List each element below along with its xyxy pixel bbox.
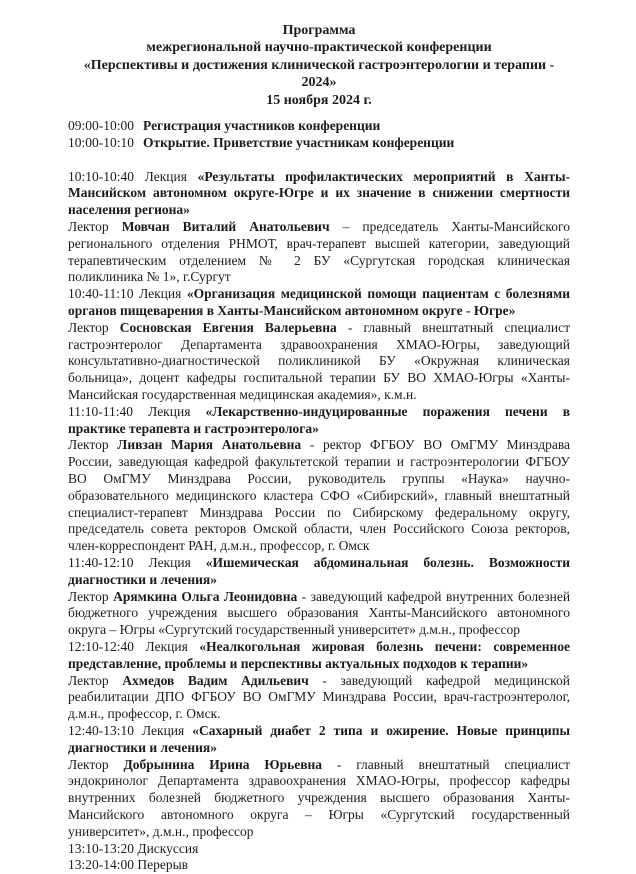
lecturer-label: Лектор	[68, 673, 109, 688]
session-type-label: Лекция	[145, 169, 187, 184]
doc-title-line-3: «Перспективы и достижения клинической гастроэнтерологии и терапии - 2024»	[68, 57, 570, 92]
session-time: 10:10-10:40	[68, 169, 134, 184]
session-title: «Результаты профилактических мероприятий в Ханты-Мансийском автономном округе-Югре и их значение в снижении смертности населения региона»	[68, 169, 570, 218]
opening-item-time: 09:00-10:00	[68, 118, 143, 133]
session-time: 12:10-12:40	[68, 639, 134, 654]
closing-item-label: Дискуссия	[137, 841, 198, 856]
session-title: «Ишемическая абдоминальная болезнь. Возможности диагностики и лечения»	[68, 555, 570, 587]
closing-item-label: Перерыв	[137, 857, 188, 872]
session-type-label: Лекция	[146, 639, 188, 654]
session-time: 10:40-11:10	[68, 286, 134, 301]
closing-item-time: 13:20-14:00	[68, 857, 134, 872]
sessions-list	[68, 169, 570, 841]
session-heading	[68, 286, 570, 320]
closing-schedule	[68, 841, 570, 874]
session-type-label: Лекция	[148, 404, 190, 419]
session-heading	[68, 169, 570, 219]
lecturer-label: Лектор	[68, 589, 109, 604]
closing-item	[68, 841, 570, 858]
session-heading	[68, 639, 570, 673]
session-time: 11:10-11:40	[68, 404, 133, 419]
session-title: «Сахарный диабет 2 типа и ожирение. Новые принципы диагностики и лечения»	[68, 723, 570, 755]
session-lecturer	[68, 320, 570, 404]
lecturer-description: заведующий кафедрой внутренних болезней бюджетного учреждения высшего образования Ханты-Мансийского автономного округа – Югры «Сургутский государственный университет» д.м.н., профессор	[68, 589, 570, 638]
opening-item	[68, 135, 570, 152]
lecturer-description: главный внештатный специалист гастроэнтеролог Департамента здравоохранения ХМАО-Югры, заведующий консультативно-диагностической поликлиникой БУ «Окружная клиническая больница», доцент кафедры госпитальной терапии БУ ВО ХМАО-Югры «Ханты-Мансийская государственная медицинская академия», к.м.н.	[68, 320, 570, 402]
doc-title-line-4: 15 ноября 2024 г.	[68, 92, 570, 109]
lecturer-description: главный внештатный специалист эндокринолог Департамента здравоохранения ХМАО-Югры, профессор кафедры внутренних болезней бюджетного учреждения высшего образования Ханты-Мансийского автономного округа – Югры «Сургутский государственный университет», д.м.н., профессор	[68, 757, 570, 839]
session-time: 12:40-13:10	[68, 723, 134, 738]
opening-item	[68, 118, 570, 135]
lecturer-name: Арямкина Ольга Леонидовна	[113, 589, 297, 604]
doc-title	[68, 22, 570, 109]
lecturer-separator: -	[337, 757, 342, 772]
opening-schedule	[68, 118, 570, 152]
lecturer-description: ректор ФГБОУ ВО ОмГМУ Минздрава России, заведующая кафедрой факультетской терапии и гастроэнтерологии ФГБОУ ВО ОмГМУ Минздрава России, руководитель группы «Наука» научно-образовательного медицинского кластера СФО «Сибирский», главный внештатный специалист-терапевт Минздрава России по Сибирскому федеральному округу, председатель совета ректоров Омской области, член Российского Союза ректоров, член-корреспондент РАН, д.м.н., профессор, г. Омск	[68, 437, 570, 553]
session-block-3	[68, 404, 570, 555]
lecturer-separator: –	[343, 219, 350, 234]
session-block-1	[68, 169, 570, 287]
lecturer-name: Добрынина Ирина Юрьевна	[124, 757, 323, 772]
lecturer-separator: -	[322, 673, 327, 688]
session-type-label: Лекция	[149, 555, 191, 570]
opening-item-time: 10:00-10:10	[68, 135, 143, 150]
opening-item-label: Открытие. Приветствие участникам конференции	[143, 135, 454, 150]
session-block-6	[68, 723, 570, 841]
session-title: «Организация медицинской помощи пациентам с болезнями органов пищеварения в Ханты-Мансийском автономном округе - Югре»	[68, 286, 570, 318]
lecturer-label: Лектор	[68, 437, 109, 452]
session-type-label: Лекция	[139, 286, 181, 301]
session-type-label: Лекция	[142, 723, 184, 738]
session-block-4	[68, 555, 570, 639]
session-lecturer	[68, 437, 570, 555]
lecturer-name: Ахмедов Вадим Адильевич	[122, 673, 309, 688]
lecturer-description: председатель Ханты-Мансийского регионального отделения РНМОТ, врач-терапевт высшей категории, заведующий терапевтическим отделением № 2 БУ «Сургутская городская клиническая поликлиника № 1», г.Сургут	[68, 219, 570, 284]
session-title: «Неалкогольная жировая болезнь печени: современное представление, проблемы и перспективы актуальных подходов к терапии»	[68, 639, 570, 671]
doc-title-line-1: Программа	[68, 22, 570, 39]
doc-title-line-2: межрегиональной научно-практической конференции	[68, 39, 570, 56]
lecturer-separator: -	[310, 437, 315, 452]
session-title: «Лекарственно-индуцированные поражения печени в практике терапевта и гастроэнтеролога»	[68, 404, 570, 436]
opening-item-label: Регистрация участников конференции	[143, 118, 380, 133]
session-heading	[68, 555, 570, 589]
lecturer-label: Лектор	[68, 320, 109, 335]
lecturer-name: Ливзан Мария Анатольевна	[117, 437, 301, 452]
closing-item	[68, 857, 570, 874]
session-lecturer	[68, 219, 570, 286]
closing-item-time: 13:10-13:20	[68, 841, 134, 856]
session-block-5	[68, 639, 570, 723]
lecturer-separator: -	[302, 589, 307, 604]
lecturer-separator: -	[348, 320, 353, 335]
session-block-2	[68, 286, 570, 404]
lecturer-name: Сосновская Евгения Валерьевна	[120, 320, 337, 335]
session-lecturer	[68, 673, 570, 723]
session-heading	[68, 404, 570, 438]
session-time: 11:40-12:10	[68, 555, 134, 570]
lecturer-label: Лектор	[68, 219, 109, 234]
session-lecturer	[68, 589, 570, 639]
session-heading	[68, 723, 570, 757]
lecturer-label: Лектор	[68, 757, 109, 772]
session-lecturer	[68, 757, 570, 841]
lecturer-name: Мовчан Виталий Анатольевич	[122, 219, 330, 234]
lecturer-description: заведующий кафедрой медицинской реабилитации ДПО ФГБОУ ВО ОмГМУ Минздрава России, врач-гастроэнтеролог, д.м.н., профессор, г. Омск.	[68, 673, 570, 722]
